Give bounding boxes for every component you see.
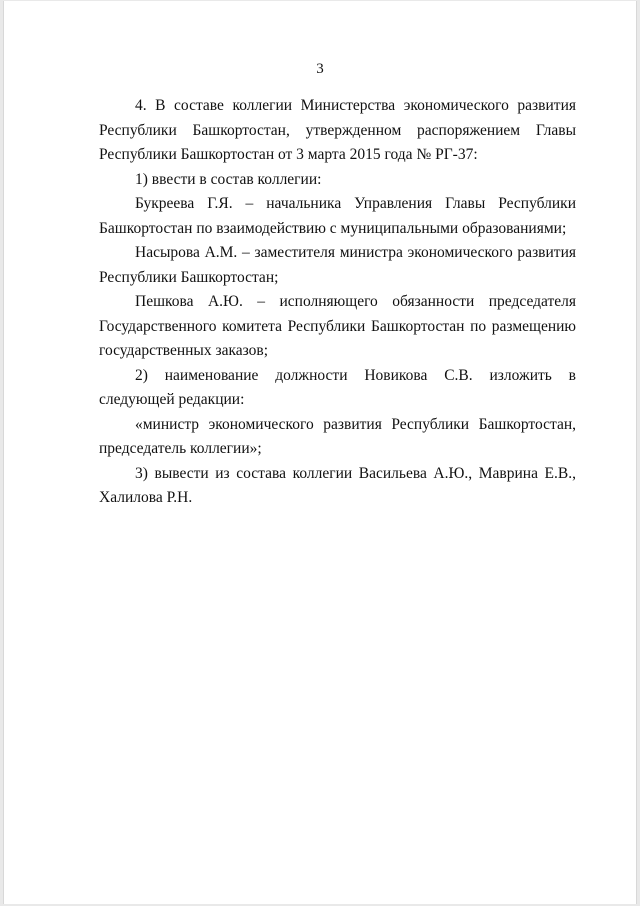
page-number: 3 bbox=[316, 61, 324, 77]
paragraph-minister-title: «министр экономического развития Республики Башкортостан, председатель коллегии»; bbox=[99, 415, 576, 457]
paragraph-add-members: 1) ввести в состав коллегии: bbox=[135, 170, 322, 188]
document-body bbox=[99, 94, 576, 511]
paragraph-bukreev: Букреева Г.Я. – начальника Управления Главы Республики Башкортостан по взаимодействию с муниципальными образованиями; bbox=[99, 195, 576, 237]
document-page bbox=[3, 1, 637, 904]
paragraph-item-4: 4. В составе коллегии Министерства экономического развития Республики Башкортостан, утвержденном распоряжением Главы Республики Башкортостан от 3 марта 2015 года № РГ-37: bbox=[99, 97, 576, 163]
paragraph-nasyrov: Насырова А.М. – заместителя министра экономического развития Республики Башкортостан; bbox=[99, 244, 576, 286]
paragraph-peshkov: Пешкова А.Ю. – исполняющего обязанности председателя Государственного комитета Республики Башкортостан по размещению государственных заказов; bbox=[99, 293, 576, 359]
paragraph-remove-members: 3) вывести из состава коллегии Васильева А.Ю., Маврина Е.В., Халилова Р.Н. bbox=[99, 464, 576, 506]
paragraph-novikov-title: 2) наименование должности Новикова С.В. изложить в следующей редакции: bbox=[99, 366, 576, 408]
